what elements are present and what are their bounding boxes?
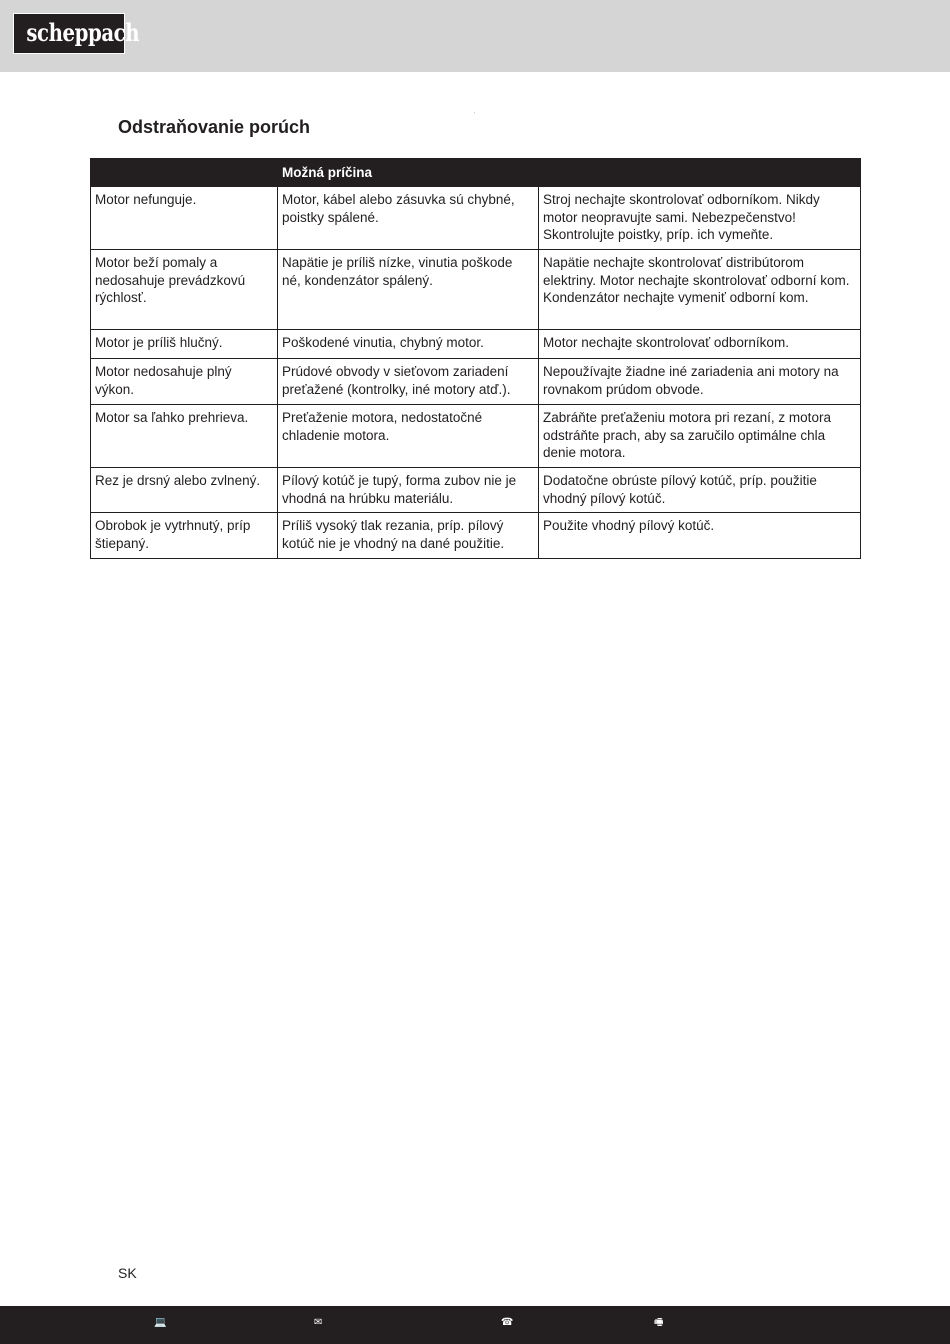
page-title: Odstraňovanie porúch [118,117,311,137]
remedy-cell: Motor nechajte skontrolovať odborníkom. [539,330,861,359]
problem-cell: Motor je príliš hlučný. [91,330,278,359]
problem-cell: Motor beží pomaly a nedosahuje prevádzkovú rýchlosť. [91,250,278,330]
remedy-cell: Napätie nechajte skontrolovať distribútorom elektriny. Motor nechajte skontrolovať odborní kom. Kondenzátor nechajte vymeniť odborní kom. [539,250,861,330]
scheppach-logo: scheppach [13,13,125,54]
header-problem [91,159,278,187]
remedy-cell: Zabráňte preťaženiu motora pri rezaní, z motora odstráňte prach, aby sa zaručilo optimálne chla denie motora. [539,405,861,468]
table-header-row [91,159,861,187]
table-row [91,187,861,250]
problem-cell: Obrobok je vytrhnutý, príp štiepaný. [91,513,278,559]
cause-cell: Pílový kotúč je tupý, forma zubov nie je vhodná na hrúbku materiálu. [278,468,539,513]
header-remedy [539,159,861,187]
cause-cell: Príliš vysoký tlak rezania, príp. pílový kotúč nie je vhodný na dané použitie. [278,513,539,559]
cause-cell: Prúdové obvody v sieťovom zariadení preťažené (kontrolky, iné motory atď.). [278,359,539,405]
remedy-cell: Použite vhodný pílový kotúč. [539,513,861,559]
remedy-cell: Nepoužívajte žiadne iné zariadenia ani motory na rovnakom prúdom obvode. [539,359,861,405]
problem-cell: Motor nefunguje. [91,187,278,250]
remedy-cell: Stroj nechajte skontrolovať odborníkom. Nikdy motor neopravujte sami. Nebezpečenstvo! Skontrolujte poistky, príp. ich vymeňte. [539,187,861,250]
cause-cell: Motor, kábel alebo zásuvka sú chybné, poistky spálené. [278,187,539,250]
cause-cell: Preťaženie motora, nedostatočné chladenie motora. [278,405,539,468]
email-icon: ✉ [314,1317,323,1328]
cause-cell: Poškodené vinutia, chybný motor. [278,330,539,359]
table-row [91,513,861,559]
phone-icon: ☎ [501,1317,514,1328]
problem-cell: Rez je drsný alebo zvlnený. [91,468,278,513]
remedy-cell: Dodatočne obrúste pílový kotúč, príp. použitie vhodný pílový kotúč. [539,468,861,513]
table-row [91,468,861,513]
table-row [91,405,861,468]
header-band [0,0,950,72]
fax-icon: 🖷 [654,1317,664,1328]
computer-icon: 💻 [154,1317,167,1328]
table-row [91,359,861,405]
problem-cell: Motor sa ľahko prehrieva. [91,405,278,468]
header-possible-cause: Možná príčina [278,159,539,187]
footer-band [0,1306,950,1344]
troubleshooting-table [90,158,861,559]
table-row [91,330,861,359]
table-row [91,250,861,330]
language-code: SK [118,1265,137,1281]
problem-cell: Motor nedosahuje plný výkon. [91,359,278,405]
cause-cell: Napätie je príliš nízke, vinutia poškode né, kondenzátor spálený. [278,250,539,330]
tiny-mark: ' [474,112,475,118]
